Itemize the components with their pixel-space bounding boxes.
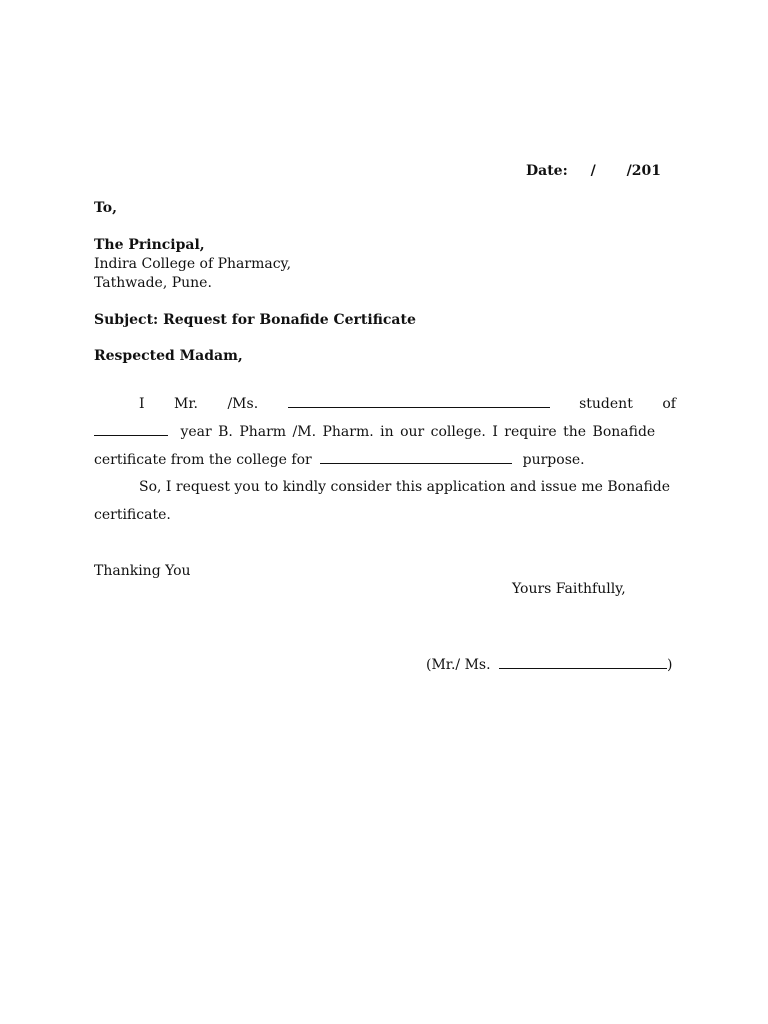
date-slash: / bbox=[590, 163, 596, 179]
signature-blank[interactable] bbox=[499, 656, 667, 669]
body-line-2-text: year B. Pharm /M. Pharm. in our college. I require the Bonafide bbox=[180, 424, 656, 440]
recipient-title: The Principal, bbox=[94, 237, 205, 253]
body-student: student bbox=[579, 396, 633, 412]
year-blank[interactable] bbox=[94, 423, 168, 436]
date-year: /201 bbox=[626, 163, 661, 179]
body-line-3-start: certificate from the college for bbox=[94, 452, 312, 468]
para2-line-2: certificate. bbox=[94, 507, 171, 523]
body-line-2 bbox=[94, 423, 655, 440]
body-of: of bbox=[662, 396, 676, 412]
body-line-3-end: purpose. bbox=[522, 452, 585, 468]
signature-close: ) bbox=[667, 657, 673, 673]
recipient-college: Indira College of Pharmacy, bbox=[94, 256, 292, 272]
purpose-blank[interactable] bbox=[320, 451, 512, 464]
body-i: I bbox=[139, 396, 145, 412]
to-line: To, bbox=[94, 200, 118, 216]
subject-line: Subject: Request for Bonafide Certificate bbox=[94, 312, 416, 328]
body-line-1 bbox=[139, 395, 676, 412]
body-ms: /Ms. bbox=[227, 396, 259, 412]
body-mr: Mr. bbox=[174, 396, 198, 412]
para2-line-1: So, I request you to kindly consider this application and issue me Bonafide bbox=[139, 479, 671, 495]
date-label: Date: bbox=[526, 163, 568, 179]
thanking-you: Thanking You bbox=[94, 563, 191, 579]
name-blank[interactable] bbox=[288, 395, 550, 408]
date-line bbox=[526, 163, 661, 179]
signature-open: (Mr./ Ms. bbox=[426, 657, 491, 673]
body-line-3 bbox=[94, 451, 585, 468]
yours-faithfully: Yours Faithfully, bbox=[512, 581, 626, 597]
signature-line bbox=[426, 656, 672, 673]
salutation: Respected Madam, bbox=[94, 348, 243, 364]
recipient-location: Tathwade, Pune. bbox=[94, 275, 212, 291]
